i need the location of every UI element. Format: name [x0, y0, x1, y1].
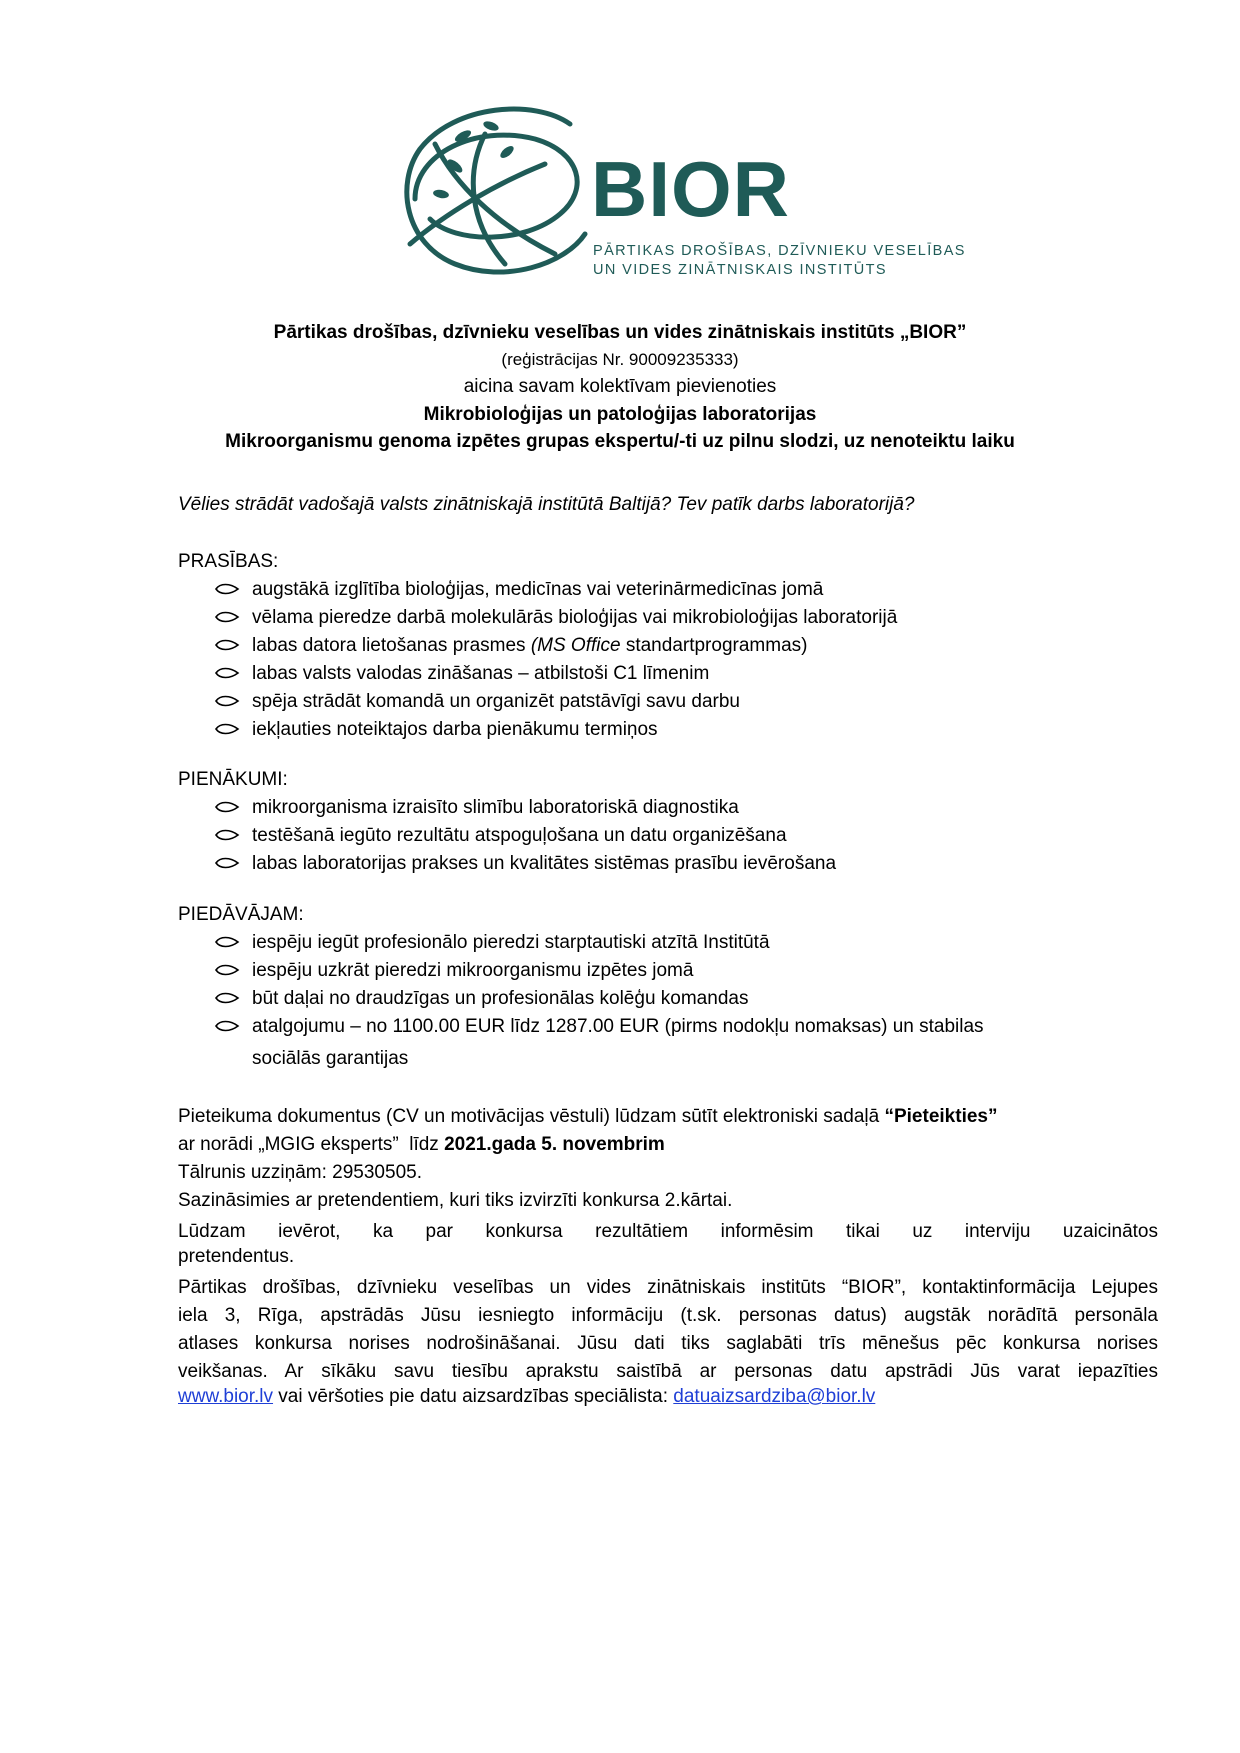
- list-item-text: vēlama pieredze darbā molekulārās bioloģijas vai mikrobioloģijas laboratorijā: [252, 607, 898, 628]
- logo-brand: BIOR: [591, 145, 790, 233]
- list-item-text: iekļauties noteiktajos darba pienākumu termiņos: [252, 719, 658, 740]
- gdpr-line2: iela 3, Rīga, apstrādās Jūsu iesniegto informāciju (t.sk. personas datus) augstāk norādītā personāla: [178, 1305, 1158, 1326]
- arrow-bullet-icon: [214, 638, 240, 652]
- gdpr-line3: atlases konkursa norises nodrošināšanai. Jūsu dati tiks saglabāti trīs mēnešus pēc konkursa norises: [178, 1333, 1158, 1354]
- duties-title: PIENĀKUMI:: [178, 769, 288, 790]
- list-item-text: testēšanā iegūto rezultātu atspoguļošana un datu organizēšana: [252, 825, 787, 846]
- gdpr-line1: Pārtikas drošības, dzīvnieku veselības un vides zinātniskais institūts “BIOR”, kontaktinformācija Lejupes: [178, 1277, 1158, 1298]
- position-title: Mikroorganismu genoma izpētes grupas ekspertu/-ti uz pilnu slodzi, uz nenoteiktu laiku: [225, 431, 1015, 452]
- apply-note: ar norādi „MGIG eksperts” līdz: [178, 1134, 445, 1155]
- arrow-bullet-icon: [214, 722, 240, 736]
- apply-text: Pieteikuma dokumentus (CV un motivācijas vēstuli) lūdzam sūtīt elektroniski sadaļā: [178, 1106, 885, 1127]
- list-item-text: labas valsts valodas zināšanas – atbilstoši C1 līmenim: [252, 663, 710, 684]
- arrow-bullet-icon: [214, 666, 240, 680]
- arrow-bullet-icon: [214, 610, 240, 624]
- laboratory-name: Mikrobioloģijas un patoloģijas laboratorijas: [423, 404, 817, 425]
- arrow-bullet-icon: [214, 828, 240, 842]
- apply-deadline: 2021.gada 5. novembrim: [444, 1134, 665, 1155]
- logo-subtitle-line2: UN VIDES ZINĀTNISKAIS INSTITŪTS: [593, 262, 887, 278]
- arrow-bullet-icon: [214, 991, 240, 1005]
- requirements-title: PRASĪBAS:: [178, 551, 279, 572]
- list-item-text: būt daļai no draudzīgas un profesionālas kolēģu komandas: [252, 988, 749, 1009]
- gdpr-line4: veikšanas. Ar sīkāku savu tiesību aprakstu saistībā ar personas datu apstrādi Jūs varat iepazīties: [178, 1361, 1158, 1382]
- list-item-text: mikroorganisma izraisīto slimību laboratoriskā diagnostika: [252, 797, 739, 818]
- list-item-continuation: sociālās garantijas: [252, 1048, 409, 1069]
- registration-number: (reģistrācijas Nr. 90009235333): [501, 350, 739, 369]
- data-protection-email-link[interactable]: datuaizsardziba@bior.lv: [673, 1386, 876, 1407]
- list-item-text-tail: standartprogrammas): [620, 635, 808, 656]
- arrow-bullet-icon: [214, 582, 240, 596]
- phone-line: Tālrunis uzziņām: 29530505.: [178, 1162, 422, 1183]
- arrow-bullet-icon: [214, 800, 240, 814]
- apply-section-name: “Pieteikties”: [884, 1106, 998, 1127]
- gdpr-line5: [178, 1386, 875, 1408]
- arrow-bullet-icon: [214, 694, 240, 708]
- arrow-bullet-icon: [214, 1019, 240, 1033]
- arrow-bullet-icon: [214, 856, 240, 870]
- arrow-bullet-icon: [214, 963, 240, 977]
- list-item-text: iespēju uzkrāt pieredzi mikroorganismu izpētes jomā: [252, 960, 694, 981]
- list-item-text: [252, 635, 807, 657]
- logo-subtitle-line1: PĀRTIKAS DROŠĪBAS, DZĪVNIEKU VESELĪBAS: [593, 243, 966, 259]
- list-item-text-main: labas datora lietošanas prasmes: [252, 635, 531, 656]
- arrow-bullet-icon: [214, 935, 240, 949]
- bior-globe-icon: [395, 104, 595, 284]
- list-item-text-italic: (MS Office: [530, 635, 621, 656]
- list-item-text: atalgojumu – no 1100.00 EUR līdz 1287.00 EUR (pirms nodokļu nomaksas) un stabilas: [252, 1016, 984, 1037]
- apply-line1: [178, 1106, 997, 1128]
- org-name: Pārtikas drošības, dzīvnieku veselības un vides zinātniskais institūts „BIOR”: [273, 322, 967, 343]
- list-item-text: labas laboratorijas prakses un kvalitātes sistēmas prasību ievērošana: [252, 853, 837, 874]
- contact-line: Sazināsimies ar pretendentiem, kuri tiks izvirzīti konkursa 2.kārtai.: [178, 1190, 733, 1211]
- notice-line2: pretendentus.: [178, 1246, 295, 1267]
- intro-question: Vēlies strādāt vadošajā valsts zinātniskajā institūtā Baltijā? Tev patīk darbs laboratorijā?: [178, 494, 915, 515]
- bior-logo: [395, 104, 966, 284]
- offer-title: PIEDĀVĀJAM:: [178, 904, 304, 925]
- bior-website-link[interactable]: www.bior.lv: [178, 1386, 274, 1407]
- list-item-text: spēja strādāt komandā un organizēt patstāvīgi savu darbu: [252, 691, 740, 712]
- apply-line2: [178, 1134, 665, 1156]
- list-item-text: iespēju iegūt profesionālo pieredzi starptautiski atzītā Institūtā: [252, 932, 770, 953]
- invite-line: aicina savam kolektīvam pievienoties: [463, 376, 777, 397]
- gdpr-mid-text: vai vēršoties pie datu aizsardzības speciālista:: [273, 1386, 674, 1407]
- notice-line1: Lūdzam ievērot, ka par konkursa rezultātiem informēsim tikai uz interviju uzaicinātos: [178, 1221, 1158, 1242]
- list-item-text: augstākā izglītība bioloģijas, medicīnas vai veterinārmedicīnas jomā: [252, 579, 824, 600]
